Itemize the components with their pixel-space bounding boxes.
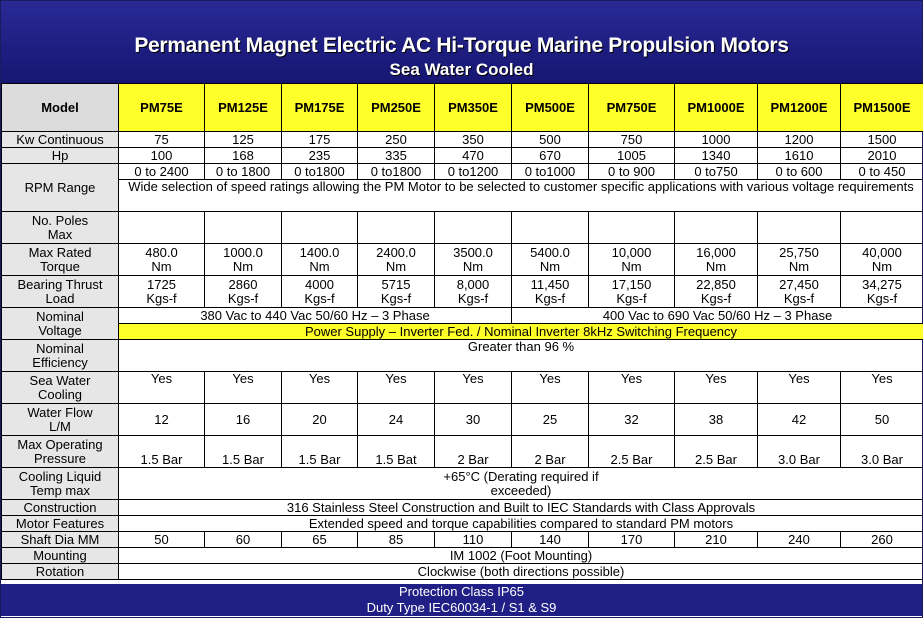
cell-line: 10,000 bbox=[611, 244, 652, 260]
construction-value: 316 Stainless Steel Construction and Built to IEC Standards with Class Approvals bbox=[119, 500, 923, 516]
table-row bbox=[2, 532, 923, 548]
shaft-value: 140 bbox=[512, 532, 589, 548]
shaft-value: 260 bbox=[841, 532, 923, 548]
cell-line: 480.0 bbox=[145, 244, 178, 260]
poles-value bbox=[841, 212, 923, 244]
mounting-value: IM 1002 (Foot Mounting) bbox=[119, 548, 923, 564]
cell-line: Nm bbox=[385, 258, 407, 274]
torque-value bbox=[119, 244, 205, 276]
hp-value: 2010 bbox=[841, 148, 923, 164]
cell-line: Nm bbox=[871, 258, 893, 274]
torque-value bbox=[589, 244, 675, 276]
cell-line: Kgs-f bbox=[146, 290, 177, 306]
spec-table bbox=[1, 83, 923, 580]
rpm-value: 0 to750 bbox=[675, 164, 758, 180]
flow-value: 16 bbox=[205, 404, 282, 436]
table-row bbox=[2, 212, 923, 244]
table-row bbox=[2, 308, 923, 324]
cell-line: 40,000 bbox=[862, 244, 902, 260]
cell-line: Nm bbox=[232, 258, 254, 274]
torque-value bbox=[358, 244, 435, 276]
shaft-value: 240 bbox=[758, 532, 841, 548]
cooling-value: Yes bbox=[512, 372, 589, 404]
cell-line: 25,750 bbox=[779, 244, 819, 260]
hp-value: 335 bbox=[358, 148, 435, 164]
thrust-value bbox=[205, 276, 282, 308]
rpm-note: Wide selection of speed ratings allowing the PM Motor to be selected to customer specific applications with various voltage requirements bbox=[119, 180, 923, 212]
torque-value bbox=[435, 244, 512, 276]
table-row bbox=[2, 244, 923, 276]
protection-class-band: Protection Class IP65 bbox=[1, 584, 922, 600]
kw-value: 500 bbox=[512, 132, 589, 148]
model-header-pm1000e: PM1000E bbox=[675, 84, 758, 132]
cell-line: 3500.0 bbox=[453, 244, 493, 260]
cooling-value: Yes bbox=[841, 372, 923, 404]
kw-value: 175 bbox=[282, 132, 358, 148]
cell-line: 5400.0 bbox=[530, 244, 570, 260]
hp-label: Hp bbox=[2, 148, 119, 164]
flow-value: 32 bbox=[589, 404, 675, 436]
poles-value bbox=[435, 212, 512, 244]
flow-value: 25 bbox=[512, 404, 589, 436]
cell-line: 2860 bbox=[228, 276, 258, 292]
rpm-value: 0 to 450 bbox=[841, 164, 923, 180]
torque-value bbox=[282, 244, 358, 276]
torque-value bbox=[758, 244, 841, 276]
cell-line: Max bbox=[47, 226, 73, 242]
rpm-label: RPM Range bbox=[2, 164, 119, 212]
cell-line: 27,450 bbox=[779, 276, 819, 292]
features-value: Extended speed and torque capabilities compared to standard PM motors bbox=[119, 516, 923, 532]
page-title: Permanent Magnet Electric AC Hi-Torque Marine Propulsion Motors bbox=[134, 34, 789, 57]
rotation-value: Clockwise (both directions possible) bbox=[119, 564, 923, 580]
hp-value: 1340 bbox=[675, 148, 758, 164]
table-row bbox=[2, 276, 923, 308]
cell-line: 1400.0 bbox=[299, 244, 340, 260]
kw-value: 250 bbox=[358, 132, 435, 148]
cell-line: No. Poles bbox=[31, 212, 89, 228]
flow-value: 24 bbox=[358, 404, 435, 436]
pressure-value: 2.5 Bar bbox=[589, 436, 675, 468]
shaft-value: 170 bbox=[589, 532, 675, 548]
voltage-high: 400 Vac to 690 Vac 50/60 Hz – 3 Phase bbox=[512, 308, 923, 324]
cell-line: 22,850 bbox=[696, 276, 736, 292]
torque-value bbox=[512, 244, 589, 276]
poles-value bbox=[119, 212, 205, 244]
poles-value bbox=[589, 212, 675, 244]
cooling-value: Yes bbox=[358, 372, 435, 404]
voltage-label bbox=[2, 308, 119, 340]
cell-line: Load bbox=[45, 290, 75, 306]
cell-line: 8,000 bbox=[456, 276, 490, 292]
cell-line: 2400.0 bbox=[376, 244, 416, 260]
cell-line: Torque bbox=[40, 258, 80, 274]
rpm-value: 0 to1800 bbox=[282, 164, 358, 180]
page-subtitle: Sea Water Cooled bbox=[389, 60, 534, 79]
cell-line: Cooling bbox=[37, 386, 83, 402]
flow-value: 20 bbox=[282, 404, 358, 436]
table-row bbox=[2, 436, 923, 468]
flow-value: 42 bbox=[758, 404, 841, 436]
title-banner bbox=[1, 1, 922, 83]
thrust-value bbox=[758, 276, 841, 308]
pressure-value: 2 Bar bbox=[512, 436, 589, 468]
hp-value: 100 bbox=[119, 148, 205, 164]
cooling-value: Yes bbox=[282, 372, 358, 404]
cell-line: Nm bbox=[462, 258, 484, 274]
cell-line: Nm bbox=[539, 258, 561, 274]
flow-value: 50 bbox=[841, 404, 923, 436]
table-row bbox=[2, 324, 923, 340]
rotation-label: Rotation bbox=[2, 564, 119, 580]
cell-line: Nominal bbox=[36, 340, 84, 356]
kw-value: 1200 bbox=[758, 132, 841, 148]
flow-value: 12 bbox=[119, 404, 205, 436]
cell-line: Cooling Liquid bbox=[18, 468, 102, 484]
cell-line: Kgs-f bbox=[380, 290, 412, 306]
poles-value bbox=[758, 212, 841, 244]
cooling-label bbox=[2, 372, 119, 404]
thrust-label bbox=[2, 276, 119, 308]
cell-line: Water Flow bbox=[27, 404, 93, 420]
poles-value bbox=[205, 212, 282, 244]
cell-line: 34,275 bbox=[862, 276, 902, 292]
cell-line: Kgs-f bbox=[304, 290, 335, 306]
cell-line: Kgs-f bbox=[457, 290, 489, 306]
rpm-value: 0 to 1800 bbox=[205, 164, 282, 180]
pressure-value: 3.0 Bar bbox=[841, 436, 923, 468]
table-row bbox=[2, 372, 923, 404]
flow-label bbox=[2, 404, 119, 436]
cell-line: 1725 bbox=[147, 276, 176, 292]
construction-label: Construction bbox=[2, 500, 119, 516]
kw-value: 1000 bbox=[675, 132, 758, 148]
cooling-value: Yes bbox=[675, 372, 758, 404]
thrust-value bbox=[435, 276, 512, 308]
kw-value: 750 bbox=[589, 132, 675, 148]
poles-value bbox=[358, 212, 435, 244]
power-supply-note: Power Supply – Inverter Fed. / Nominal Inverter 8kHz Switching Frequency bbox=[119, 324, 923, 340]
cell-line: 5715 bbox=[381, 276, 411, 292]
kw-value: 350 bbox=[435, 132, 512, 148]
cell-line: Sea Water bbox=[29, 372, 91, 388]
table-row bbox=[2, 468, 923, 500]
pressure-value: 3.0 Bar bbox=[758, 436, 841, 468]
cell-line: Efficiency bbox=[32, 354, 88, 370]
cell-line: Kgs-f bbox=[783, 290, 815, 306]
rpm-value: 0 to 900 bbox=[589, 164, 675, 180]
pressure-value: 2.5 Bar bbox=[675, 436, 758, 468]
table-row bbox=[2, 164, 923, 180]
thrust-value bbox=[841, 276, 923, 308]
table-row bbox=[2, 404, 923, 436]
pressure-value: 1.5 Bar bbox=[119, 436, 205, 468]
cell-line: 4000 bbox=[305, 276, 334, 292]
thrust-value bbox=[675, 276, 758, 308]
efficiency-label bbox=[2, 340, 119, 372]
rpm-value: 0 to 2400 bbox=[119, 164, 205, 180]
cell-line: Pressure bbox=[33, 450, 87, 466]
cell-line: exceeded) bbox=[490, 482, 552, 498]
cell-line: +65°C (Derating required if bbox=[443, 468, 599, 484]
cell-line: Nm bbox=[621, 258, 642, 274]
table-row bbox=[2, 148, 923, 164]
mounting-label: Mounting bbox=[2, 548, 119, 564]
features-label: Motor Features bbox=[2, 516, 119, 532]
cell-line: 11,450 bbox=[530, 276, 570, 292]
table-row bbox=[2, 340, 923, 372]
hp-value: 1610 bbox=[758, 148, 841, 164]
thrust-value bbox=[589, 276, 675, 308]
cell-line: 17,150 bbox=[611, 276, 652, 292]
shaft-value: 65 bbox=[282, 532, 358, 548]
rpm-value: 0 to1000 bbox=[512, 164, 589, 180]
hp-value: 470 bbox=[435, 148, 512, 164]
poles-label bbox=[2, 212, 119, 244]
shaft-value: 60 bbox=[205, 532, 282, 548]
thrust-value bbox=[282, 276, 358, 308]
cell-line: Max Rated bbox=[28, 244, 92, 260]
poles-value bbox=[675, 212, 758, 244]
cooling-value: Yes bbox=[205, 372, 282, 404]
flow-value: 30 bbox=[435, 404, 512, 436]
thrust-value bbox=[512, 276, 589, 308]
voltage-low: 380 Vac to 440 Vac 50/60 Hz – 3 Phase bbox=[119, 308, 512, 324]
cell-line: Temp max bbox=[30, 482, 90, 498]
shaft-value: 50 bbox=[119, 532, 205, 548]
efficiency-value: Greater than 96 % bbox=[119, 340, 923, 372]
table-row bbox=[2, 180, 923, 212]
thrust-value bbox=[119, 276, 205, 308]
cell-line: Nm bbox=[788, 258, 810, 274]
liquid-label bbox=[2, 468, 119, 500]
cell-line: Max Operating bbox=[17, 436, 103, 452]
cell-line: 1000.0 bbox=[223, 244, 263, 260]
cell-line: Kgs-f bbox=[227, 290, 259, 306]
shaft-value: 110 bbox=[435, 532, 512, 548]
cell-line: L/M bbox=[49, 418, 71, 434]
table-row bbox=[2, 84, 923, 132]
cooling-value: Yes bbox=[435, 372, 512, 404]
kw-value: 75 bbox=[119, 132, 205, 148]
table-row bbox=[2, 132, 923, 148]
cooling-value: Yes bbox=[758, 372, 841, 404]
rpm-value: 0 to 600 bbox=[758, 164, 841, 180]
hp-value: 670 bbox=[512, 148, 589, 164]
cell-line: Kgs-f bbox=[534, 290, 566, 306]
torque-label bbox=[2, 244, 119, 276]
flow-value: 38 bbox=[675, 404, 758, 436]
cell-line: Kgs-f bbox=[616, 290, 647, 306]
cell-line: Nominal bbox=[36, 308, 84, 324]
cell-line: Voltage bbox=[38, 322, 82, 338]
hp-value: 235 bbox=[282, 148, 358, 164]
cell-line: Nm bbox=[705, 258, 727, 274]
model-header-pm500e: PM500E bbox=[512, 84, 589, 132]
model-header-pm175e: PM175E bbox=[282, 84, 358, 132]
torque-value bbox=[841, 244, 923, 276]
kw-label: Kw Continuous bbox=[2, 132, 119, 148]
duty-type-band: Duty Type IEC60034-1 / S1 & S9 bbox=[1, 600, 922, 616]
cell-line: 16,000 bbox=[696, 244, 736, 260]
cooling-value: Yes bbox=[589, 372, 675, 404]
pressure-value: 1.5 Bar bbox=[205, 436, 282, 468]
shaft-value: 85 bbox=[358, 532, 435, 548]
model-header-pm125e: PM125E bbox=[205, 84, 282, 132]
poles-value bbox=[282, 212, 358, 244]
cooling-value: Yes bbox=[119, 372, 205, 404]
rpm-value: 0 to1200 bbox=[435, 164, 512, 180]
torque-value bbox=[205, 244, 282, 276]
model-header-pm1500e: PM1500E bbox=[841, 84, 923, 132]
table-row bbox=[2, 516, 923, 532]
cell-line: Kgs-f bbox=[700, 290, 732, 306]
model-header-pm1200e: PM1200E bbox=[758, 84, 841, 132]
rpm-value: 0 to1800 bbox=[358, 164, 435, 180]
pressure-label bbox=[2, 436, 119, 468]
torque-value bbox=[675, 244, 758, 276]
liquid-value bbox=[119, 468, 923, 500]
kw-value: 1500 bbox=[841, 132, 923, 148]
pressure-value: 2 Bar bbox=[435, 436, 512, 468]
cell-line: Kgs-f bbox=[866, 290, 898, 306]
shaft-value: 210 bbox=[675, 532, 758, 548]
cell-line: Bearing Thrust bbox=[17, 276, 103, 292]
model-header: Model bbox=[2, 84, 119, 132]
hp-value: 1005 bbox=[589, 148, 675, 164]
kw-value: 125 bbox=[205, 132, 282, 148]
thrust-value bbox=[358, 276, 435, 308]
model-header-pm750e: PM750E bbox=[589, 84, 675, 132]
pressure-value: 1.5 Bar bbox=[282, 436, 358, 468]
cell-line: Nm bbox=[151, 258, 172, 274]
model-header-pm75e: PM75E bbox=[119, 84, 205, 132]
poles-value bbox=[512, 212, 589, 244]
cell-line: Nm bbox=[309, 258, 330, 274]
model-header-pm250e: PM250E bbox=[358, 84, 435, 132]
table-row bbox=[2, 548, 923, 564]
shaft-label: Shaft Dia MM bbox=[2, 532, 119, 548]
table-row bbox=[2, 500, 923, 516]
model-header-pm350e: PM350E bbox=[435, 84, 512, 132]
hp-value: 168 bbox=[205, 148, 282, 164]
table-row bbox=[2, 564, 923, 580]
pressure-value: 1.5 Bat bbox=[358, 436, 435, 468]
